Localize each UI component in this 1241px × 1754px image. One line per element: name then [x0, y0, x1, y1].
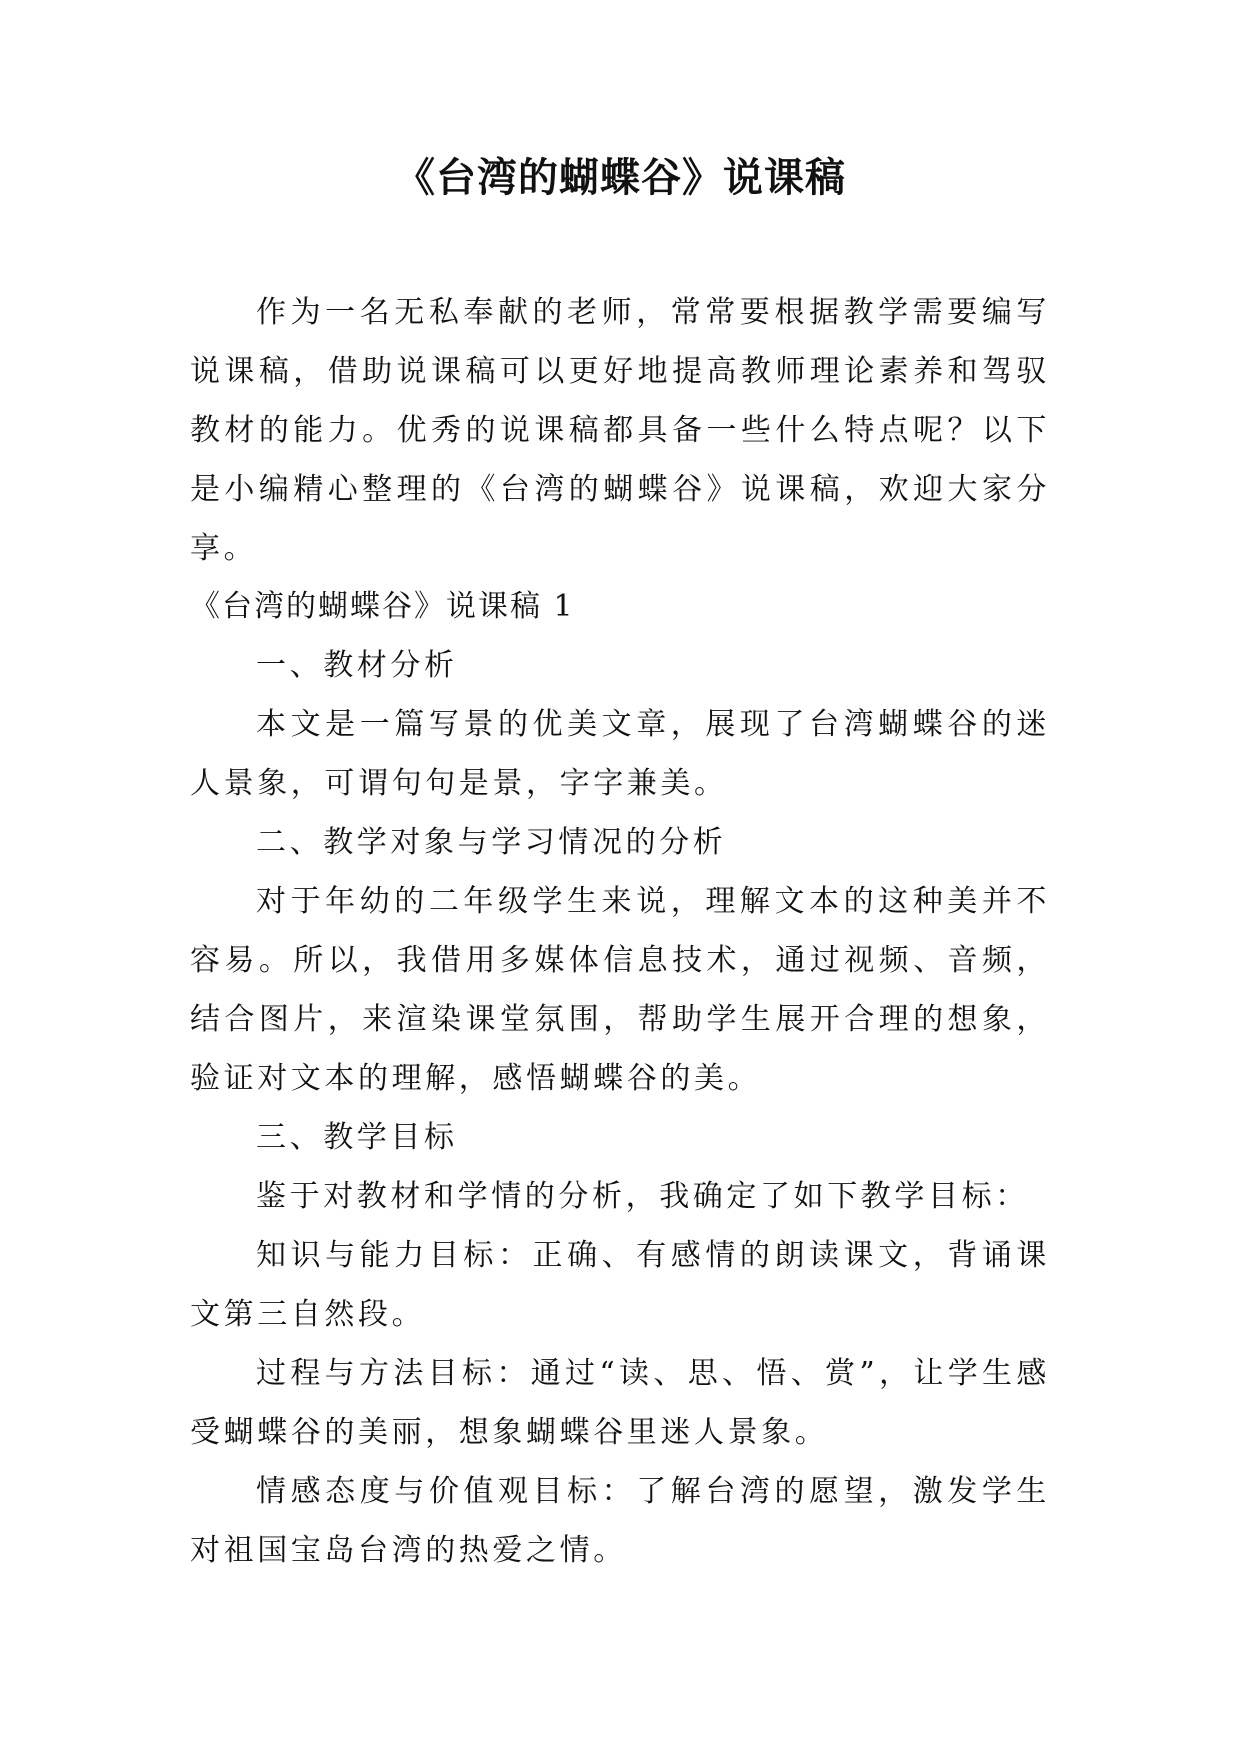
paragraph-goals-intro: 鉴于对教材和学情的分析，我确定了如下教学目标：	[256, 1179, 1029, 1214]
paragraph-textbook-analysis: 本文是一篇写景的优美文章，展现了台湾蝴蝶谷的迷人景象，可谓句句是景，字字兼美。	[190, 707, 1050, 801]
heading-student-analysis: 二、教学对象与学习情况的分析	[256, 825, 727, 860]
section-title: 《台湾的蝴蝶谷》说课稿 1	[190, 589, 575, 624]
paragraph-process-goal: 过程与方法目标：通过“读、思、悟、赏”，让学生感受蝴蝶谷的美丽，想象蝴蝶谷里迷人景象。	[190, 1356, 1050, 1450]
paragraph-student-analysis: 对于年幼的二年级学生来说，理解文本的这种美并不容易。所以，我借用多媒体信息技术，通过视频、音频，结合图片，来渲染课堂氛围，帮助学生展开合理的想象，验证对文本的理解，感悟蝴蝶谷的美。	[190, 884, 1050, 1096]
paragraph-emotion-goal: 情感态度与价值观目标：了解台湾的愿望，激发学生对祖国宝岛台湾的热爱之情。	[190, 1474, 1050, 1568]
heading-textbook-analysis: 一、教材分析	[256, 648, 458, 683]
intro-paragraph: 作为一名无私奉献的老师，常常要根据教学需要编写说课稿，借助说课稿可以更好地提高教师理论素养和驾驭教材的能力。优秀的说课稿都具备一些什么特点呢？以下是小编精心整理的《台湾的蝴蝶谷》说课稿，欢迎大家分享。	[190, 295, 1050, 566]
heading-teaching-goals: 三、教学目标	[256, 1120, 458, 1155]
paragraph-knowledge-goal: 知识与能力目标：正确、有感情的朗读课文，背诵课文第三自然段。	[190, 1238, 1050, 1332]
document-title: 《台湾的蝴蝶谷》说课稿	[395, 155, 846, 201]
